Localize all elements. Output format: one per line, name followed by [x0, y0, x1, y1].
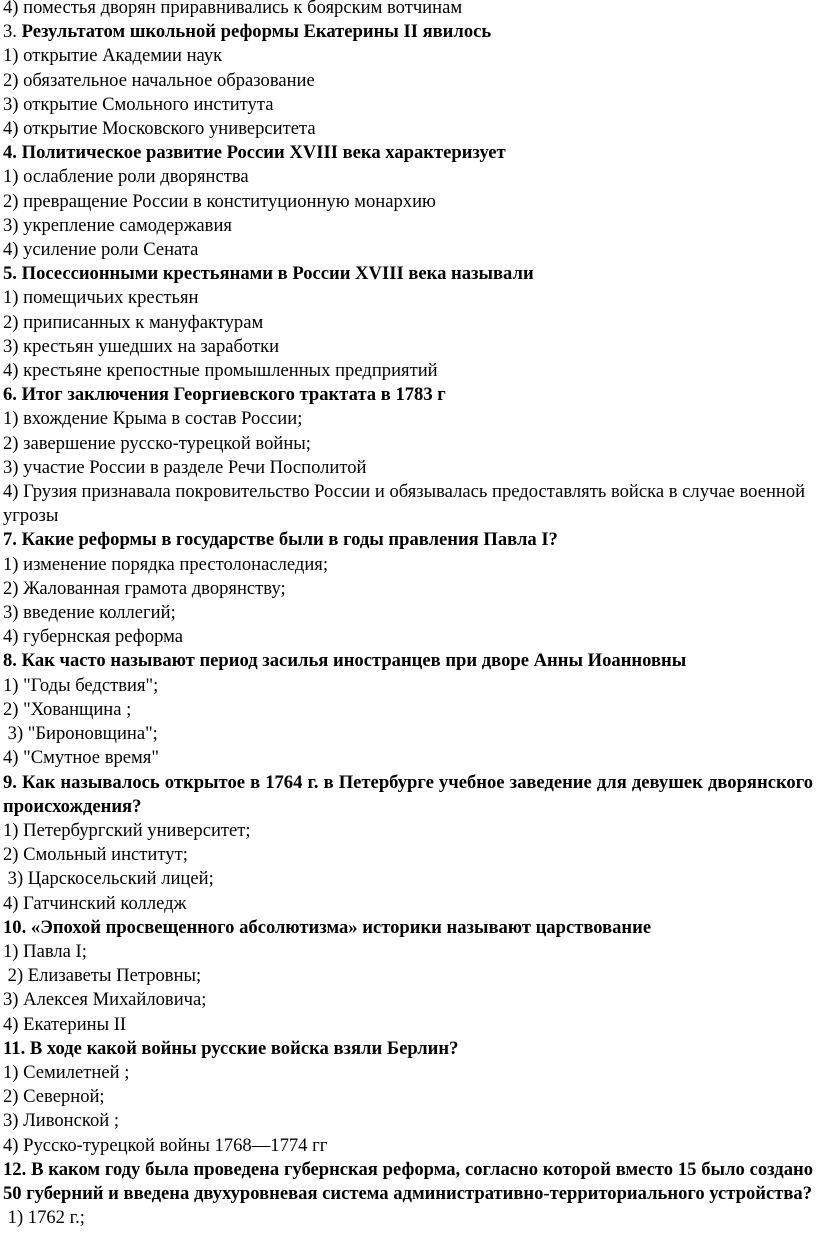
- question-11-option-1: 1) Семилетней ;: [3, 1061, 130, 1083]
- question-9-option-3: 3) Царскосельский лицей;: [3, 868, 214, 890]
- question-4-prompt: [3, 141, 813, 165]
- question-4-option-1: 1) ослабление роли дворянства: [3, 166, 249, 188]
- question-3: [3, 20, 813, 141]
- question-4-option-3: 3) укрепление самодержавия: [3, 214, 232, 236]
- question-8-option-4: 4) "Смутное время": [3, 747, 159, 769]
- question-11-text: В ходе какой войны русские войска взяли Берлин?: [29, 1037, 459, 1059]
- question-9-number: 9.: [3, 771, 17, 793]
- question-4-option-4: 4) усиление роли Сената: [3, 239, 199, 261]
- question-12: [3, 1158, 813, 1231]
- question-9: [3, 771, 813, 916]
- question-5: [3, 262, 813, 383]
- question-10-number: 10.: [3, 916, 27, 938]
- question-4-text: Политическое развитие России XVIII века характеризует: [21, 142, 506, 164]
- question-8-prompt: [3, 649, 813, 673]
- option-prev-4: 4) поместья дворян приравнивались к боярским вотчинам: [3, 0, 463, 18]
- question-5-option-2: 2) приписанных к мануфактурам: [3, 311, 264, 333]
- question-10-prompt: [3, 916, 813, 940]
- question-9-text: Как называлось открытое в 1764 г. в Петербурге учебное заведение для девушек дворянского происхождения?: [3, 771, 813, 817]
- question-3-number: 3.: [3, 21, 17, 43]
- question-9-option-4: 4) Гатчинский колледж: [3, 892, 187, 914]
- question-9-prompt: [3, 771, 813, 819]
- question-3-option-1: 1) открытие Академии наук: [3, 45, 223, 67]
- document-page: [3, 0, 813, 1230]
- question-11-number: 11.: [3, 1037, 26, 1059]
- question-6-option-1: 1) вхождение Крыма в состав России;: [3, 408, 303, 430]
- question-5-text: Посессионными крестьянами в России XVIII века называли: [21, 263, 534, 285]
- question-10-option-1: 1) Павла I;: [3, 940, 87, 962]
- question-4: [3, 141, 813, 262]
- question-11-option-4: 4) Русско-турецкой войны 1768—1774 гг: [3, 1134, 328, 1156]
- question-7-prompt: [3, 528, 813, 552]
- question-11: [3, 1037, 813, 1158]
- question-6-text: Итог заключения Георгиевского трактата в 1783 г: [21, 384, 446, 406]
- question-12-text: В каком году была проведена губернская реформа, согласно которой вместо 15 было создано 50 губерний и введена двухуровневая система административно-территориального устройства?: [3, 1158, 814, 1204]
- question-11-prompt: [3, 1037, 813, 1061]
- question-10-option-3: 3) Алексея Михайловича;: [3, 989, 207, 1011]
- question-7-number: 7.: [3, 529, 17, 551]
- question-6-number: 6.: [3, 384, 17, 406]
- question-8-option-3: 3) "Бироновщина";: [3, 723, 158, 745]
- question-12-option-1: 1) 1762 г.;: [3, 1207, 85, 1229]
- question-5-option-3: 3) крестьян ушедших на заработки: [3, 335, 280, 357]
- question-10-option-2: 2) Елизаветы Петровны;: [3, 965, 202, 987]
- question-6: [3, 383, 813, 528]
- question-4-option-2: 2) превращение России в конституционную монархию: [3, 190, 436, 212]
- question-9-option-2: 2) Смольный институт;: [3, 844, 188, 866]
- question-4-number: 4.: [3, 142, 17, 164]
- question-8-option-1: 1) "Годы бедствия";: [3, 674, 159, 696]
- question-8-text: Как часто называют период засилья иностранцев при дворе Анны Иоанновны: [21, 650, 687, 672]
- question-6-option-2: 2) завершение русско-турецкой войны;: [3, 432, 311, 454]
- question-8: [3, 649, 813, 770]
- question-3-prompt: [3, 20, 813, 44]
- question-7-option-1: 1) изменение порядка престолонаследия;: [3, 553, 328, 575]
- question-6-option-3: 3) участие России в разделе Речи Посполитой: [3, 456, 367, 478]
- question-9-option-1: 1) Петербургский университет;: [3, 819, 251, 841]
- question-8-option-2: 2) "Хованщина ;: [3, 698, 132, 720]
- question-5-number: 5.: [3, 263, 17, 285]
- question-8-number: 8.: [3, 650, 17, 672]
- question-3-option-2: 2) обязательное начальное образование: [3, 69, 315, 91]
- question-12-number: 12.: [3, 1158, 27, 1180]
- question-10-text: «Эпохой просвещенного абсолютизма» историки называют царствование: [30, 916, 652, 938]
- question-10-option-4: 4) Екатерины II: [3, 1013, 127, 1035]
- question-10: [3, 916, 813, 1037]
- question-3-option-4: 4) открытие Московского университета: [3, 118, 316, 140]
- question-3-option-3: 3) открытие Смольного института: [3, 93, 274, 115]
- question-5-prompt: [3, 262, 813, 286]
- question-6-option-4: 4) Грузия признавала покровительство России и обязывалась предоставлять войска в случае военной угрозы: [3, 481, 806, 527]
- question-12-prompt: [3, 1158, 813, 1206]
- question-7-option-2: 2) Жалованная грамота дворянству;: [3, 577, 286, 599]
- question-11-option-3: 3) Ливонской ;: [3, 1110, 120, 1132]
- question-5-option-4: 4) крестьяне крепостные промышленных предприятий: [3, 360, 438, 382]
- question-6-prompt: [3, 383, 813, 407]
- question-11-option-2: 2) Северной;: [3, 1086, 105, 1108]
- question-7: [3, 528, 813, 649]
- question-7-text: Какие реформы в государстве были в годы правления Павла I?: [21, 529, 558, 551]
- question-5-option-1: 1) помещичьих крестьян: [3, 287, 199, 309]
- question-3-text: Результатом школьной реформы Екатерины II явилось: [21, 21, 492, 43]
- question-7-option-3: 3) введение коллегий;: [3, 602, 176, 624]
- question-7-option-4: 4) губернская реформа: [3, 626, 184, 648]
